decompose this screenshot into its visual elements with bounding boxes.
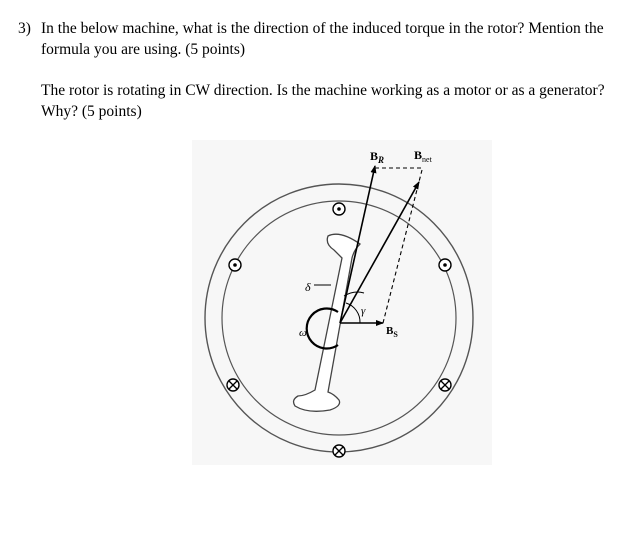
- br-label-main: B: [370, 149, 379, 163]
- rotor-current-in-icon: [333, 445, 345, 457]
- stator-current-in-right-icon: [439, 379, 451, 391]
- question-block: [18, 18, 628, 122]
- rotor-current-out-icon: [333, 203, 345, 215]
- bs-label-sub: S: [393, 330, 398, 339]
- delta-label: δ: [305, 280, 311, 294]
- question-text: [41, 18, 628, 122]
- gamma-label: γ: [361, 305, 366, 317]
- question-part-2: [41, 80, 628, 122]
- stator-current-out-left-icon: [229, 259, 241, 271]
- question-line-4: Why? (5 points): [41, 103, 142, 120]
- question-line-1: In the below machine, what is the direction of the induced torque in the rotor? Mention the: [41, 20, 604, 37]
- bnet-label-main: B: [414, 148, 423, 162]
- question-part-1: [41, 18, 628, 60]
- question-line-3: The rotor is rotating in CW direction. Is the machine working as a motor or as a generator?: [41, 82, 605, 99]
- bs-label-main: B: [386, 325, 394, 337]
- stator-current-out-right-icon: [439, 259, 451, 271]
- machine-diagram: [192, 140, 492, 465]
- question-number: 3): [18, 20, 31, 37]
- omega-label: ω: [299, 327, 307, 339]
- stator-current-in-left-icon: [227, 379, 239, 391]
- br-label-sub: R: [378, 155, 385, 165]
- question-line-2: formula you are using. (5 points): [41, 41, 246, 58]
- bnet-label-sub: net: [422, 155, 432, 164]
